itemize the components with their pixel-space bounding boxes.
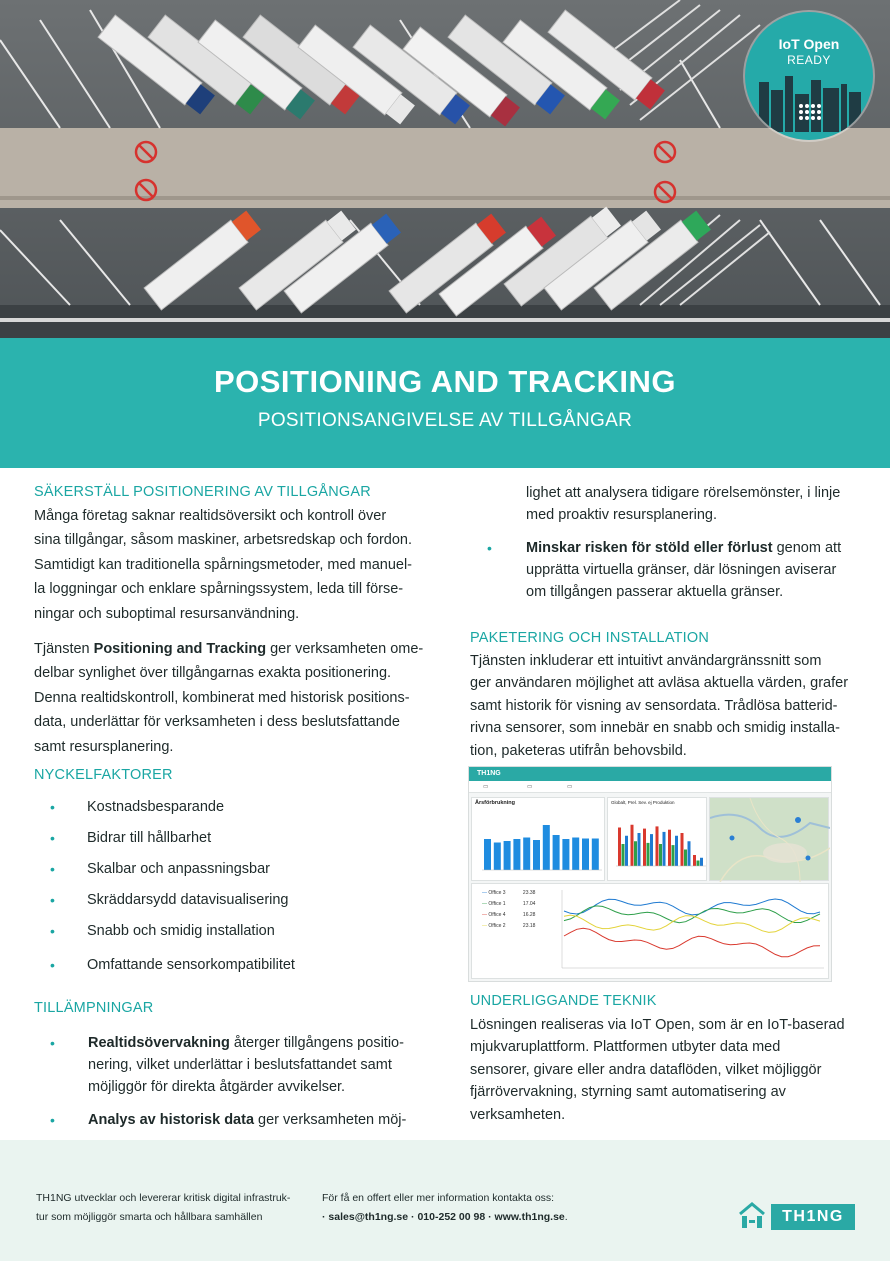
- group-bar: [638, 833, 641, 866]
- hero-photo: [0, 0, 890, 338]
- bar-chart-card: [471, 797, 605, 881]
- footer-about: [36, 1189, 316, 1227]
- map-card: [709, 797, 829, 881]
- text-line: om tillgången passerar aktuella gränser.: [526, 584, 784, 600]
- key-factor-item: Omfattande sensorkompatibilitet: [87, 957, 295, 973]
- key-factor-item: Skräddarsydd datavisualisering: [87, 892, 289, 908]
- bar: [484, 839, 491, 870]
- service-paragraph: [34, 637, 444, 759]
- group-bar: [625, 836, 628, 866]
- text-line: sensorer, givare eller andra dataflöden, vilket möjliggör: [470, 1061, 822, 1078]
- text-span: återger tillgångens positio-: [229, 1035, 404, 1051]
- text-line: Denna realtidskontroll, kombinerat med historisk positions-: [34, 689, 410, 706]
- legend-label: Office 4: [488, 912, 506, 918]
- legend-item: — Office 1 17.04: [482, 901, 536, 907]
- grouped-bar-chart: [608, 798, 708, 882]
- bar: [533, 840, 540, 870]
- legend-value: 16.28: [522, 912, 536, 918]
- text-span: genom att: [772, 540, 842, 556]
- service-name: Positioning and Tracking: [93, 641, 267, 657]
- bar: [562, 839, 569, 870]
- group-bar: [659, 844, 662, 866]
- heading-packaging: PAKETERING OCH INSTALLATION: [470, 630, 710, 646]
- badge-title: IoT Open: [778, 36, 840, 52]
- city-skyline-icon: [745, 68, 873, 140]
- text-line: tur som möjliggör smarta och hållbara samhällen: [36, 1211, 263, 1223]
- text-line: [88, 1032, 428, 1054]
- group-bar: [650, 834, 653, 866]
- text-span: ger verksamheten ome-: [266, 641, 424, 657]
- application-item: [88, 1109, 428, 1131]
- bar: [513, 839, 520, 870]
- text-line: tion, paketeras utifrån behovsbild.: [470, 742, 687, 759]
- heading-applications: TILLÄMPNINGAR: [34, 1000, 154, 1016]
- bar: [582, 839, 589, 871]
- bullet-icon: •: [50, 830, 55, 846]
- email-link[interactable]: sales@th1ng.se: [328, 1211, 409, 1223]
- bar: [494, 843, 501, 871]
- bullet-icon: •: [50, 861, 55, 877]
- page-subtitle: POSITIONSANGIVELSE AV TILLGÅNGAR: [257, 410, 633, 431]
- text-line: Tjänsten inkluderar ett intuitivt användargränssnitt som: [470, 653, 822, 669]
- text-line: [526, 537, 866, 559]
- text-line: lighet att analysera tidigare rörelsemönster, i linje: [526, 485, 841, 501]
- iot-open-badge: [745, 12, 873, 140]
- text-line: sina tillgångar, såsom maskiner, arbetsredskap och fordon.: [34, 532, 413, 549]
- text-line: ningar och suboptimal resursanvändning.: [34, 605, 300, 622]
- text-line: Lösningen realiseras via IoT Open, som är en IoT-baserad: [470, 1017, 845, 1033]
- bullet-icon: •: [50, 957, 55, 973]
- intro-paragraph: [34, 504, 444, 626]
- phone-number: 010-252 00 98: [417, 1211, 486, 1223]
- bar: [543, 825, 550, 870]
- text-line: Många företag saknar realtidsöversikt och kontroll över: [34, 508, 387, 524]
- text-line: ger användaren möjlighet att avläsa aktuella värden, grafer: [470, 675, 849, 692]
- dashboard-brand: TH1NG: [477, 770, 501, 777]
- group-bar: [618, 828, 621, 867]
- group-bar: [688, 841, 691, 866]
- bullet-icon: •: [50, 892, 55, 908]
- text-line: data, underlättar för verksamheten i dess beslutsfattande: [34, 714, 400, 731]
- bar: [592, 839, 599, 871]
- title-banner: [0, 338, 890, 468]
- bullet-icon: •: [50, 1035, 55, 1051]
- text-line: Samtidigt kan traditionella spårningsmetoder, med manuel-: [34, 556, 413, 573]
- line-chart: [472, 884, 830, 980]
- group-bar: [647, 843, 650, 866]
- application-item: [526, 537, 866, 603]
- legend-item: — Office 4 16.28: [482, 912, 536, 918]
- legend-value: 17.04: [522, 901, 536, 907]
- group-bar: [697, 861, 700, 867]
- th1ng-logo: [737, 1200, 844, 1234]
- footer-contact: [322, 1189, 622, 1227]
- application-name: Analys av historisk data: [88, 1112, 255, 1128]
- line-series: [564, 899, 820, 915]
- bar-chart-title: Ärsförbrukning: [475, 800, 516, 806]
- text-span: Tjänsten: [34, 641, 94, 657]
- legend-item: — Office 2 23.18: [482, 923, 536, 929]
- legend-value: 23.18: [522, 923, 536, 929]
- technology-paragraph: [470, 1014, 880, 1126]
- house-logo-icon: [737, 1200, 767, 1234]
- dashboard-tabs: [469, 781, 832, 793]
- text-line: la loggningar och enklare spårningssystem, leda till förse-: [34, 581, 404, 598]
- contact-label: För få en offert eller mer information kontakta oss:: [322, 1192, 555, 1204]
- grouped-chart-card: [607, 797, 707, 881]
- group-bar: [634, 841, 637, 866]
- text-line: möjliggör för direkta åtgärder avvikelser.: [88, 1079, 346, 1095]
- application-item: [88, 1032, 428, 1098]
- bullet-icon: •: [487, 540, 492, 556]
- packaging-paragraph: [470, 650, 880, 762]
- dashboard-topbar: [469, 767, 832, 781]
- key-factor-item: Bidrar till hållbarhet: [87, 830, 212, 846]
- web-link[interactable]: www.th1ng.se: [494, 1211, 565, 1223]
- line-series: [564, 915, 820, 932]
- heading-technology: UNDERLIGGANDE TEKNIK: [470, 993, 657, 1009]
- application-continued: [526, 482, 866, 526]
- bar: [572, 838, 579, 871]
- text-line: nering, vilket underlättar i beslutsfattandet samt: [88, 1057, 392, 1073]
- logo-wordmark: TH1NG: [771, 1204, 855, 1230]
- bullet-icon: •: [50, 923, 55, 939]
- key-factor-item: Snabb och smidig installation: [87, 923, 275, 939]
- heading-positioning: SÄKERSTÄLL POSITIONERING AV TILLGÅNGAR: [34, 484, 371, 500]
- page-title: POSITIONING AND TRACKING: [213, 364, 677, 399]
- group-bar: [631, 825, 634, 866]
- bar: [523, 838, 530, 871]
- bullet-icon: •: [50, 1112, 55, 1128]
- legend-value: 23.38: [522, 890, 536, 896]
- group-bar: [675, 836, 678, 866]
- bar: [504, 841, 511, 870]
- group-bar: [622, 844, 625, 866]
- text-line: verksamheten.: [470, 1106, 566, 1123]
- text-line: [34, 637, 444, 661]
- group-bar: [668, 830, 671, 866]
- legend-label: Office 3: [488, 890, 506, 896]
- text-line: delbar synlighet över tillgångarnas exakta positionering.: [34, 665, 392, 682]
- text-line: samt resursplanering.: [34, 738, 174, 755]
- bullet-icon: •: [50, 799, 55, 815]
- heading-key-factors: NYCKELFAKTORER: [34, 767, 173, 783]
- group-bar: [693, 855, 696, 866]
- group-bar: [681, 833, 684, 866]
- group-bar: [684, 850, 687, 867]
- text-line: rivna sensorer, som innebär en snabb och smidig installa-: [470, 720, 840, 737]
- key-factor-item: Kostnadsbesparande: [87, 799, 225, 815]
- contact-line: · sales@th1ng.se · 010-252 00 98 · www.th1ng.se.: [322, 1211, 568, 1223]
- badge-subtitle: READY: [787, 53, 831, 67]
- legend-label: Office 1: [488, 901, 506, 907]
- group-bar: [663, 832, 666, 866]
- text-line: TH1NG utvecklar och levererar kritisk digital infrastruk-: [36, 1192, 291, 1204]
- legend-label: Office 2: [488, 923, 506, 929]
- grouped-chart-title: Globalt, Prel. Sev. ej Produktion: [611, 800, 675, 805]
- dashboard-tab: ▭: [527, 784, 533, 790]
- application-name: Minskar risken för stöld eller förlust: [526, 540, 773, 556]
- bar-chart: [472, 798, 606, 882]
- application-name: Realtidsövervakning: [88, 1035, 230, 1051]
- group-bar: [643, 829, 646, 866]
- map-view: [710, 798, 830, 882]
- text-line: upprätta virtuella gränser, där lösningen aviserar: [526, 562, 837, 578]
- dashboard-tab: ▭: [567, 784, 573, 790]
- dashboard-screenshot: [468, 766, 832, 982]
- text-span: ger verksamheten möj-: [254, 1112, 407, 1128]
- line-chart-card: [471, 883, 829, 979]
- text-line: samt historik för visning av sensordata. Trådlösa batterid-: [470, 697, 838, 714]
- group-bar: [656, 826, 659, 866]
- key-factor-item: Skalbar och anpassningsbar: [87, 861, 270, 877]
- legend-item: — Office 3 23.38: [482, 890, 536, 896]
- bar: [553, 835, 560, 870]
- group-bar: [672, 845, 675, 866]
- line-series: [564, 928, 820, 957]
- text-line: fjärrövervakning, styrning samt automatisering av: [470, 1084, 786, 1101]
- dashboard-tab: ▭: [483, 784, 489, 790]
- text-line: mjukvaruplattform. Plattformen utbyter data med: [470, 1039, 781, 1056]
- line-series: [564, 906, 820, 923]
- text-line: med proaktiv resursplanering.: [526, 507, 718, 523]
- group-bar: [700, 858, 703, 866]
